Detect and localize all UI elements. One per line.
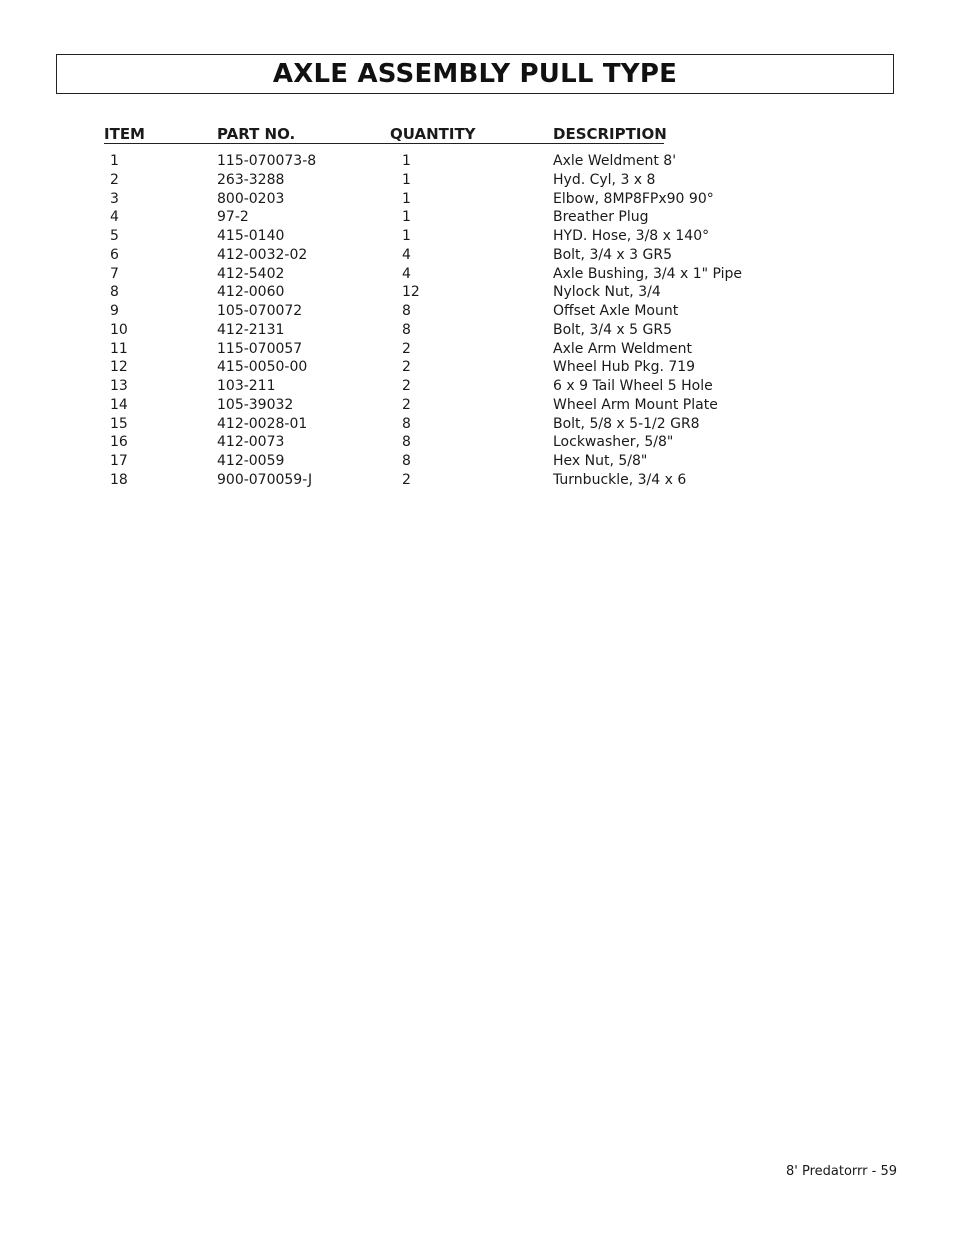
cell-item: 3 [110,190,119,207]
cell-description: Lockwasher, 5/8" [553,434,674,451]
cell-part-no: 105-070072 [217,303,303,319]
cell-part-no: 263-3288 [217,171,285,188]
header-part-no: PART NO. [217,125,296,143]
cell-quantity: 2 [402,359,411,376]
cell-part-no: 115-070057 [217,340,303,357]
cell-item: 12 [110,359,128,376]
cell-item: 6 [110,246,119,263]
cell-quantity: 1 [402,209,411,226]
cell-description: 6 x 9 Tail Wheel 5 Hole [553,378,713,394]
cell-item: 18 [110,471,128,488]
cell-item: 16 [110,434,128,451]
cell-part-no: 412-0060 [217,284,285,301]
cell-description: Axle Bushing, 3/4 x 1" Pipe [553,265,743,282]
cell-quantity: 2 [402,340,411,357]
cell-item: 14 [110,396,128,413]
cell-part-no: 103-211 [217,378,276,394]
cell-item: 9 [110,303,119,319]
cell-description: Bolt, 5/8 x 5-1/2 GR8 [553,415,700,432]
cell-part-no: 105-39032 [217,396,294,413]
cell-item: 13 [110,378,128,394]
cell-description: Axle Arm Weldment [553,340,693,357]
cell-quantity: 1 [402,153,411,169]
cell-description: Offset Axle Mount [553,303,679,319]
cell-item: 8 [110,284,119,301]
cell-part-no: 412-0073 [217,434,285,451]
cell-quantity: 1 [402,190,411,207]
cell-part-no: 800-0203 [217,190,285,207]
cell-part-no: 97-2 [217,209,249,226]
cell-description: Breather Plug [553,209,649,226]
cell-part-no: 412-2131 [217,321,285,338]
cell-description: Hex Nut, 5/8" [553,453,648,469]
cell-part-no: 412-0059 [217,453,285,469]
cell-quantity: 1 [402,171,411,188]
cell-item: 11 [110,340,128,357]
cell-quantity: 8 [402,321,411,338]
cell-item: 2 [110,171,119,188]
cell-item: 17 [110,453,128,469]
cell-description: Axle Weldment 8' [553,153,677,169]
cell-part-no: 412-0032-02 [217,246,308,263]
cell-description: Nylock Nut, 3/4 [553,284,661,301]
cell-part-no: 412-0028-01 [217,415,308,432]
cell-quantity: 2 [402,378,411,394]
cell-item: 7 [110,265,119,282]
cell-quantity: 8 [402,415,411,432]
page-title-box [56,54,894,94]
cell-part-no: 115-070073-8 [217,153,317,169]
cell-quantity: 8 [402,434,411,451]
header-description: DESCRIPTION [553,125,667,143]
cell-quantity: 2 [402,471,411,488]
page-footer: 8' Predatorrr - 59 [786,1164,897,1179]
cell-description: Bolt, 3/4 x 3 GR5 [553,246,673,263]
cell-part-no: 900-070059-J [217,471,313,488]
cell-part-no: 415-0140 [217,228,285,244]
cell-quantity: 8 [402,303,411,319]
cell-quantity: 4 [402,265,411,282]
cell-quantity: 12 [402,284,420,301]
header-underline [104,143,664,144]
cell-part-no: 415-0050-00 [217,359,308,376]
cell-quantity: 2 [402,396,411,413]
page-title: AXLE ASSEMBLY PULL TYPE [272,59,678,89]
cell-description: HYD. Hose, 3/8 x 140° [553,228,710,244]
header-item: ITEM [104,125,145,143]
cell-description: Wheel Arm Mount Plate [553,396,718,413]
cell-description: Wheel Hub Pkg. 719 [553,359,696,376]
header-quantity: QUANTITY [390,125,476,143]
cell-item: 5 [110,228,119,244]
cell-part-no: 412-5402 [217,265,285,282]
cell-item: 15 [110,415,128,432]
cell-description: Bolt, 3/4 x 5 GR5 [553,321,673,338]
cell-item: 10 [110,321,128,338]
cell-description: Hyd. Cyl, 3 x 8 [553,171,656,188]
cell-item: 4 [110,209,119,226]
cell-quantity: 8 [402,453,411,469]
cell-quantity: 1 [402,228,411,244]
cell-description: Elbow, 8MP8FPx90 90° [553,190,714,207]
cell-quantity: 4 [402,246,411,263]
cell-item: 1 [110,153,119,169]
cell-description: Turnbuckle, 3/4 x 6 [553,471,687,488]
